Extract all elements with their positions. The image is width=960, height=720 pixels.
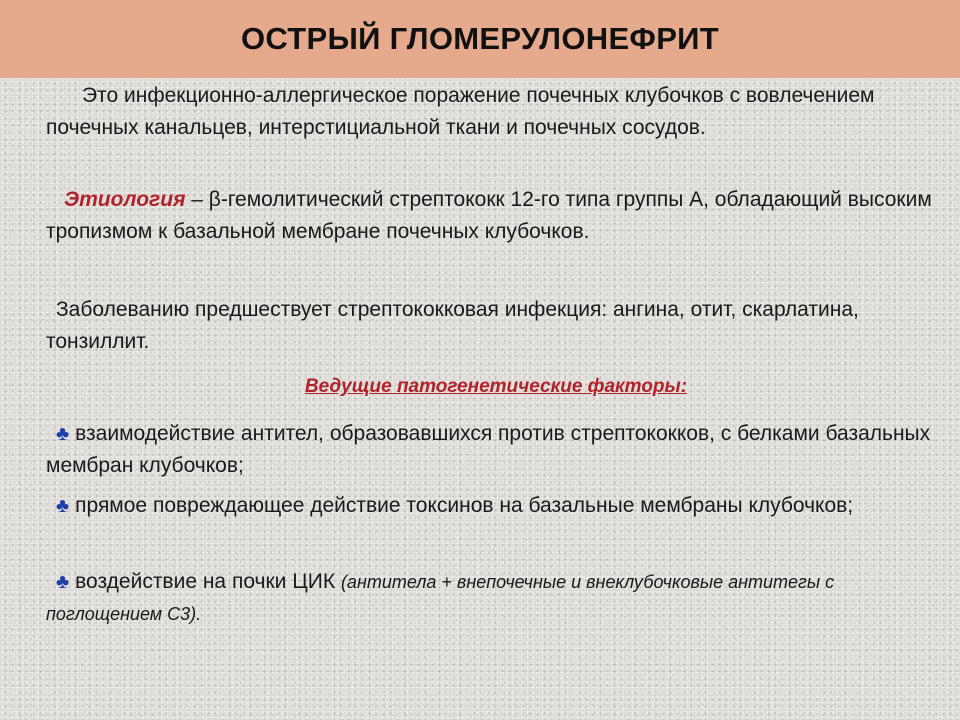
definition-paragraph	[46, 80, 946, 144]
club-bullet-icon: ♣	[56, 495, 70, 517]
predisposition-text: Заболеванию предшествует стрептококковая инфекция: ангина, отит, скарлатина, тонзиллит.	[46, 298, 859, 353]
etiology-term: Этиология	[64, 188, 186, 211]
factor-item	[46, 566, 948, 630]
slide-title: ОСТРЫЙ ГЛОМЕРУЛОНЕФРИТ	[240, 21, 719, 56]
predisposition-paragraph	[46, 294, 946, 358]
factor-note: (антитела + внепочечные и внеклубочковые антитегы с поглощением С3).	[46, 572, 835, 624]
title-bar	[0, 0, 960, 78]
factor-item	[46, 490, 948, 522]
club-bullet-icon: ♣	[56, 423, 70, 445]
factor-text: взаимодействие антител, образовавшихся против стрептококков, с белками базальных мембран клубочков;	[46, 422, 931, 477]
club-bullet-icon: ♣	[56, 571, 70, 593]
factor-text: воздействие на почки ЦИК	[75, 570, 341, 593]
etiology-text: – β-гемолитический стрептококк 12-го типа группы А, обладающий высоким тропизмом к базальной мембране почечных клубочков.	[46, 188, 932, 243]
factors-heading-row	[46, 370, 946, 403]
factor-text: прямое повреждающее действие токсинов на базальные мембраны клубочков;	[75, 494, 854, 517]
factors-heading: Ведущие патогенетические факторы:	[304, 376, 688, 397]
definition-text: Это инфекционно-аллергическое поражение почечных клубочков с вовлечением почечных канальцев, интерстициальной ткани и почечных сосудов.	[46, 84, 875, 139]
factor-item	[46, 418, 946, 482]
etiology-paragraph	[46, 184, 946, 248]
